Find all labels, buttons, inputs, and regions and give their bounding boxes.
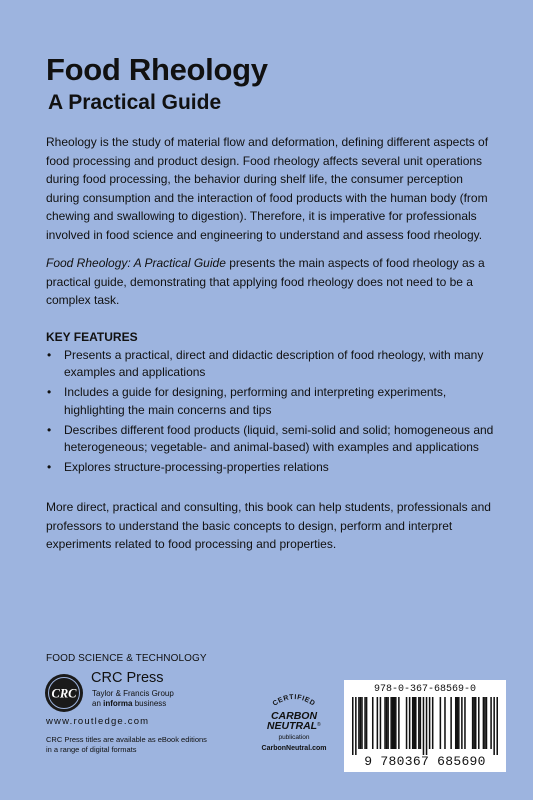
feature-text: Includes a guide for designing, performing and interpreting experiments, highlighting the main concerns and tips [64,385,447,417]
description-paragraph-3: More direct, practical and consulting, this book can help students, professionals and professors to understand the basic concepts to design, perform and interpret experiments related to food processing and properties. [46,500,491,551]
feature-item [46,384,498,418]
barcode-bar [432,697,434,749]
barcode-bar [457,697,459,749]
bullet-icon: • [47,385,52,400]
barcode-bar [418,697,420,749]
barcode-bar [455,697,457,749]
publication-label: publication [278,734,310,741]
barcode-bar [406,697,408,749]
bullet-icon: • [47,422,52,437]
barcode-bar [486,697,488,749]
barcode-bar [377,697,379,749]
barcode-bar [475,697,477,749]
certified-label: CERTIFIED [271,693,317,708]
key-features-heading: KEY FEATURES [46,330,138,344]
barcode-bar [384,697,386,749]
feature-item [46,459,498,476]
barcode-bar [409,697,411,749]
crc-logo-text: CRC [51,686,77,701]
barcode-guard-bar [426,697,428,755]
crc-press-logo-icon [44,673,84,713]
isbn-barcode [344,680,506,772]
description-paragraph-2 [46,254,498,310]
carbon-label: CARBON [270,710,318,722]
svg-text:CERTIFIED [272,694,317,708]
barcode-guard-bar [493,697,495,755]
barcode-bar [483,697,485,749]
publisher-group: Taylor & Francis Group [92,689,174,698]
description-paragraph-1: Rheology is the study of material flow and deformation, defining different aspects of food processing and product design. Food rheology affects several unit operations during food processing, the behavior during shelf life, the consumer perception during consumption and the interaction of food products with the human body (from chewing and swallowing to digestion). Therefore, it is imperative for professionals involved in food science and engineering to understand and assess food rheology. [46,135,489,242]
barcode-bar [412,697,414,749]
barcode-bar [472,697,474,749]
barcode-bar [420,697,422,749]
book-title: Food Rheology [46,52,268,87]
barcode-bar [358,697,360,749]
informa-suffix: business [132,699,167,708]
barcode-bar [393,697,395,749]
barcode-guard-bar [423,697,425,755]
feature-text: Explores structure-processing-properties relations [64,460,329,475]
barcode-bar [458,697,460,749]
barcode-bar [364,697,366,749]
ebook-note-line-2: in a range of digital formats [46,745,137,754]
carbon-neutral-site: CarbonNeutral.com [261,745,327,752]
barcode-bar [387,697,389,749]
bullet-icon: • [47,460,52,475]
isbn-digits: 9 780367 685690 [364,754,486,769]
barcode-bar [478,697,480,749]
registered-mark: ® [317,722,321,728]
barcode-bar [380,697,382,749]
barcode-guard-bar [352,697,354,755]
ebook-note [46,735,207,755]
key-features-list [46,347,498,479]
informa-business [92,699,166,708]
barcode-bar [360,697,362,749]
paragraph-2-text: presents the main aspects of food rheology as a practical guide, demonstrating that applying food rheology does not need to be a complex task. [46,256,485,307]
ebook-note-line-1: CRC Press titles are available as eBook editions [46,735,207,744]
barcode-bar [484,697,486,749]
feature-item [46,422,498,456]
barcode-bar [392,697,394,749]
barcode-bar [450,697,452,749]
informa-brand: informa [103,699,133,708]
barcode-guard-bar [355,697,357,755]
feature-text: Presents a practical, direct and didactic description of food rheology, with many examples and applications [64,348,484,380]
barcode-bars [352,697,498,755]
informa-prefix: an [92,699,104,708]
feature-item [46,347,498,381]
barcode-bar [413,697,415,749]
barcode-bar [386,697,388,749]
barcode-bar [372,697,374,749]
barcode-bar [461,697,463,749]
neutral-label: NEUTRAL [266,720,318,732]
book-title-italic: Food Rheology: A Practical Guide [46,256,226,270]
series-name: FOOD SCIENCE & TECHNOLOGY [46,653,207,664]
barcode-bar [429,697,431,749]
carbon-neutral-badge-icon [258,688,330,750]
isbn-hyphenated: 978-0-367-68569-0 [373,684,477,695]
barcode-bar [440,697,442,749]
barcode-bar [398,697,400,749]
barcode-bar [361,697,363,749]
barcode-bar [390,697,392,749]
barcode-bar [366,697,368,749]
barcode-bar [464,697,466,749]
barcode-bar [444,697,446,749]
barcode-bar [473,697,475,749]
bullet-icon: • [47,348,52,362]
book-subtitle: A Practical Guide [48,91,222,114]
feature-text: Describes different food products (liquid, semi-solid and solid; homogeneous and heterogeneous; vegetable- and animal-based) with examples and applications [64,422,494,455]
barcode-guard-bar [496,697,498,755]
publisher-name: CRC Press [91,670,164,686]
barcode-bar [415,697,417,749]
barcode-bar [490,697,492,749]
barcode-bar [395,697,397,749]
publisher-url: www.routledge.com [46,716,150,727]
